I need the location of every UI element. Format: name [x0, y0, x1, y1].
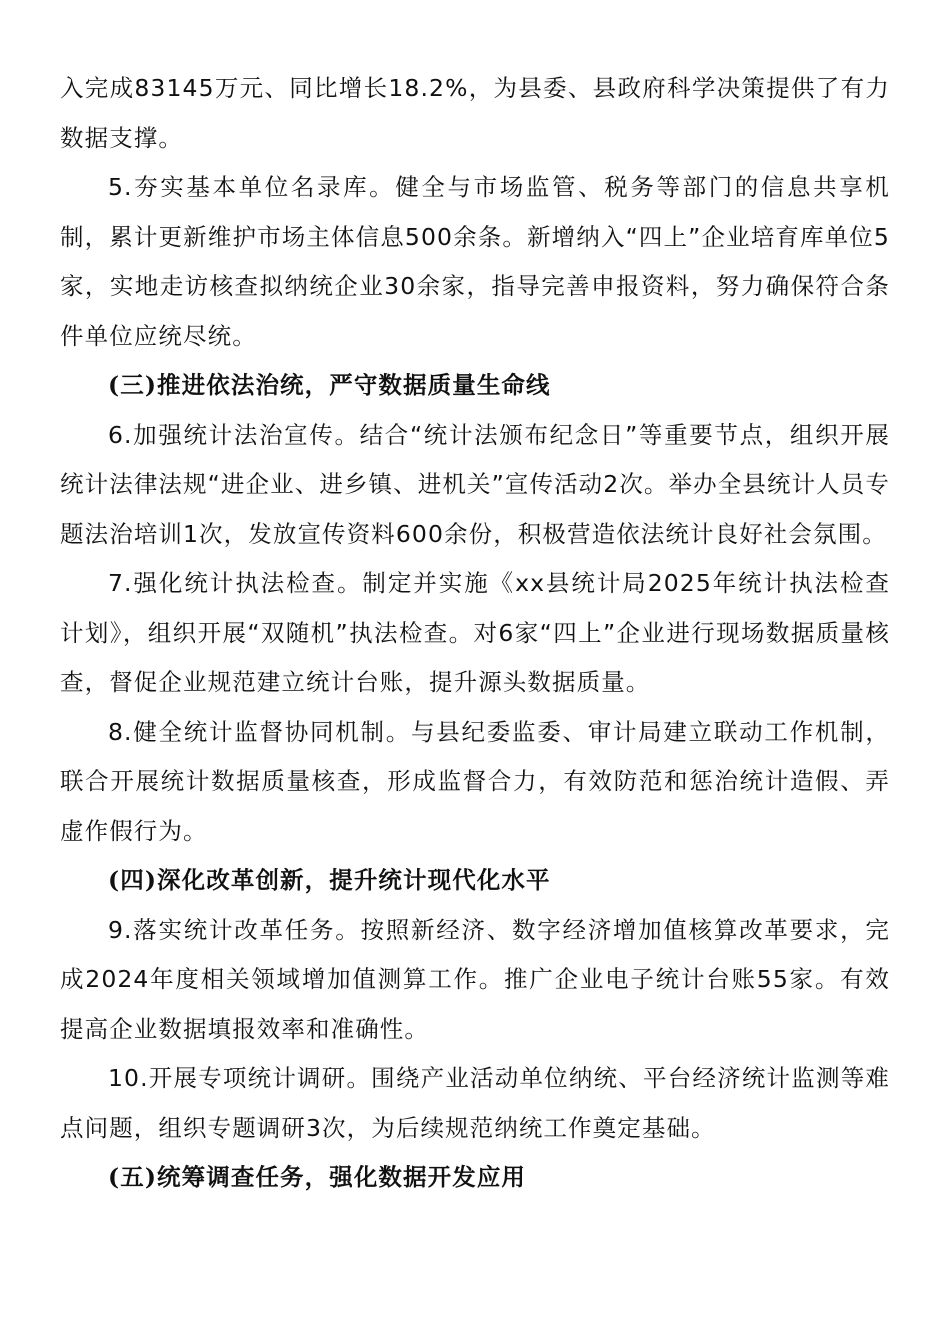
paragraph-item-8: 8.健全统计监督协同机制。与县纪委监委、审计局建立联动工作机制，联合开展统计数据质量核查，形成监督合力，有效防范和惩治统计造假、弄虚作假行为。 — [60, 717, 890, 845]
section-heading-3: (三)推进依法治统，严守数据质量生命线 — [108, 371, 551, 399]
section-heading-5: (五)统筹调查任务，强化数据开发应用 — [108, 1163, 527, 1191]
document-page — [60, 64, 890, 1203]
paragraph-item-9: 9.落实统计改革任务。按照新经济、数字经济增加值核算改革要求，完成2024年度相关领域增加值测算工作。推广企业电子统计台账55家。有效提高企业数据填报效率和准确性。 — [60, 915, 890, 1043]
paragraph-item-10: 10.开展专项统计调研。围绕产业活动单位纳统、平台经济统计监测等难点问题，组织专题调研3次，为后续规范纳统工作奠定基础。 — [60, 1064, 890, 1142]
paragraph-item-7: 7.强化统计执法检查。制定并实施《xx县统计局2025年统计执法检查计划》，组织开展“双随机”执法检查。对6家“四上”企业进行现场数据质量核查，督促企业规范建立统计台账，提升源头数据质量。 — [60, 569, 890, 696]
paragraph-continuation: 入完成83145万元、同比增长18.2%，为县委、县政府科学决策提供了有力数据支撑。 — [60, 74, 890, 152]
section-heading-4: (四)深化改革创新，提升统计现代化水平 — [108, 866, 551, 894]
paragraph-item-5: 5.夯实基本单位名录库。健全与市场监管、税务等部门的信息共享机制，累计更新维护市场主体信息500余条。新增纳入“四上”企业培育库单位5家，实地走访核查拟纳统企业30余家，指导完善申报资料，努力确保符合条件单位应统尽统。 — [60, 173, 890, 350]
paragraph-item-6: 6.加强统计法治宣传。结合“统计法颁布纪念日”等重要节点，组织开展统计法律法规“进企业、进乡镇、进机关”宣传活动2次。举办全县统计人员专题法治培训1次，发放宣传资料600余份，积极营造依法统计良好社会氛围。 — [60, 420, 890, 548]
